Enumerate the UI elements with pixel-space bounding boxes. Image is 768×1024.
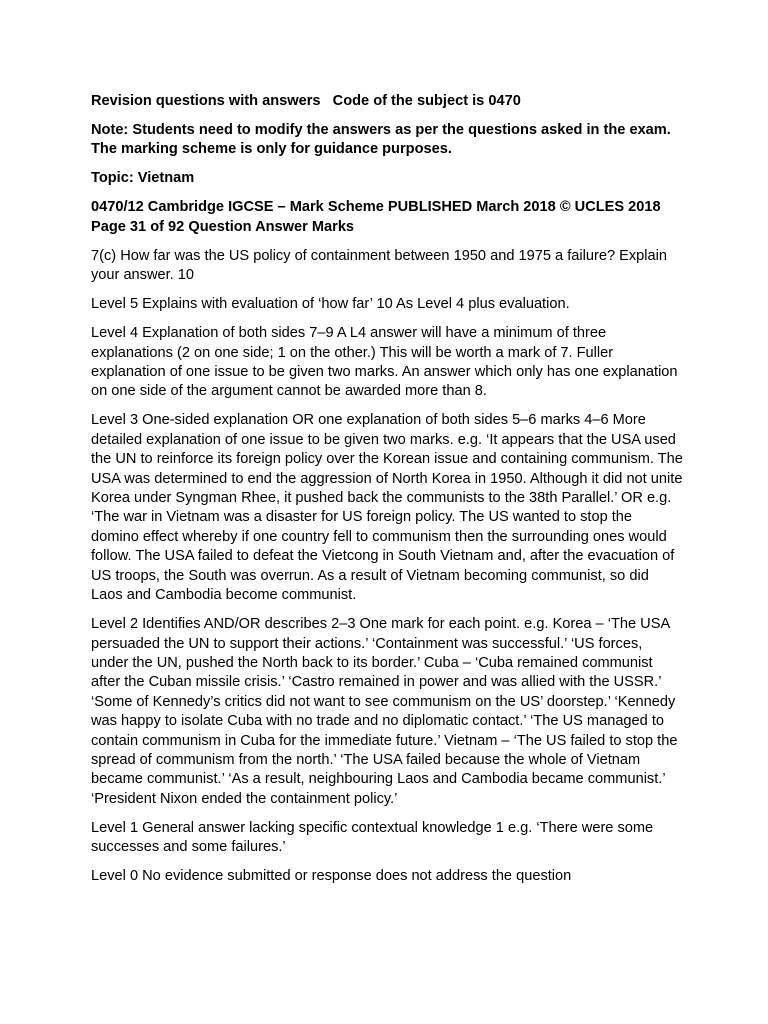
level-2-paragraph: Level 2 Identifies AND/OR describes 2–3 One mark for each point. e.g. Korea – ‘The USA persuaded the UN to support their actions.’ ‘Containment was successful.’ ‘US forces, under the UN, pushed the North back to its border.’ Cuba – ‘Cuba remained communist after the Cuban missile crisis.’ ‘Castro remained in power and was allied with the USSR.’ ‘Some of Kennedy’s critics did not want to see communism on the US’ doorstep.’ ‘Kennedy was happy to isolate Cuba with no trade and no diplomatic contact.’ ‘The US managed to contain communism in Cuba for the immediate future.’ Vietnam – ‘The US failed to stop the spread of communism from the north.’ ‘The USA failed because the whole of Vietnam became communist.’ ‘As a result, neighbouring Laos and Cambodia became communist.’ ‘President Nixon ended the containment policy.’ xyxy=(91,616,678,807)
question-text: 7(c) How far was the US policy of containment between 1950 and 1975 a failure? Explain your answer. 10 xyxy=(91,247,667,284)
level-1-paragraph: Level 1 General answer lacking specific contextual knowledge 1 e.g. ‘There were some successes and some failures.’ xyxy=(91,819,654,856)
level-3-paragraph: Level 3 One-sided explanation OR one explanation of both sides 5–6 marks 4–6 More detailed explanation of one issue to be given two marks. e.g. ‘It appears that the USA used the UN to reinforce its foreign policy over the Korean issue and containing communism. The USA was determined to end the aggression of North Korea in 1950. Although it did not unite Korea under Syngman Rhee, it pushed back the communists to the 38th Parallel.’ OR e.g. ‘The war in Vietnam was a disaster for US foreign policy. The US wanted to stop the domino effect whereby if one country fell to communism then the surrounding ones would follow. The USA failed to defeat the Vietcong in South Vietnam and, after the evacuation of US troops, the South was overrun. As a result of Vietnam becoming communist, so did Laos and Cambodia become communist. xyxy=(91,412,683,604)
level-0-paragraph: Level 0 No evidence submitted or response does not address the question xyxy=(91,868,572,885)
mark-scheme-reference: 0470/12 Cambridge IGCSE – Mark Scheme PUBLISHED March 2018 © UCLES 2018 Page 31 of 92 Question Answer Marks xyxy=(91,199,661,235)
document-topic: Topic: Vietnam xyxy=(91,170,195,187)
level-4-paragraph: Level 4 Explanation of both sides 7–9 A L4 answer will have a minimum of three explanations (2 on one side; 1 on the other.) This will be worth a mark of 7. Fuller explanation of one issue to be given two marks. An answer which only has one explanation on one side of the argument cannot be awarded more than 8. xyxy=(91,325,678,400)
document-header-line: Revision questions with answers Code of the subject is 0470 xyxy=(91,93,521,109)
document-page xyxy=(91,92,683,896)
level-5-paragraph: Level 5 Explains with evaluation of ‘how far’ 10 As Level 4 plus evaluation. xyxy=(91,296,570,313)
document-note: Note: Students need to modify the answers as per the questions asked in the exam. The marking scheme is only for guidance purposes. xyxy=(91,122,671,158)
